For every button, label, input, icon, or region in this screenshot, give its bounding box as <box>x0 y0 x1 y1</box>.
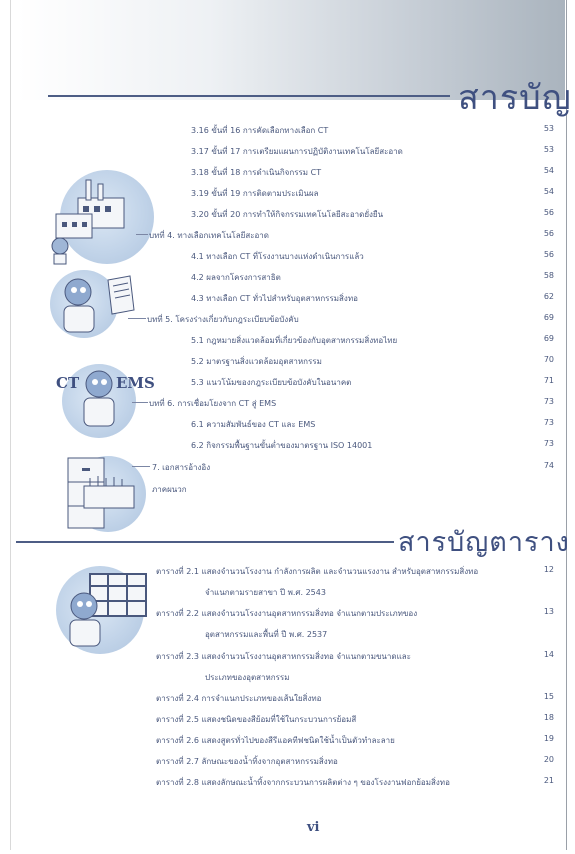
toc-page-5-1: 69 <box>543 334 554 343</box>
toc-page-3-20: 56 <box>543 208 554 217</box>
tables-heading: สารบัญตาราง <box>398 527 570 558</box>
toc-page-3-16: 53 <box>543 124 554 133</box>
toc-entry-3-19: 3.19 ขั้นที่ 19 การติดตามประเมินผล <box>191 189 319 198</box>
toc-entry-4-2: 4.2 ผลจากโครงการสาธิต <box>191 273 281 282</box>
toc-page-4-2: 58 <box>543 271 554 280</box>
table-page-2-6: 19 <box>543 734 554 743</box>
toc-page-3-18: 54 <box>543 166 554 175</box>
table-page-2-8: 21 <box>543 776 554 785</box>
toc-page-5-3: 71 <box>543 376 554 385</box>
ems-label: EMS <box>116 374 155 392</box>
mascot-document-icon <box>50 270 150 340</box>
table-entry-2-2-cont: อุตสาหกรรมและพื้นที่ ปี พ.ศ. 2537 <box>205 630 328 639</box>
table-page-2-5: 18 <box>543 713 554 722</box>
toc-entry-3-17: 3.17 ขั้นที่ 17 การเตรียมแผนการปฏิบัติงานเทคโนโลยีสะอาด <box>191 147 403 156</box>
toc-page-6-2: 73 <box>543 439 554 448</box>
toc-page-3-17: 53 <box>543 145 554 154</box>
toc-page-4-1: 56 <box>543 250 554 259</box>
table-entry-2-5: ตารางที่ 2.5 แสดงชนิดของสีย้อมที่ใช้ในกระบวนการย้อมสี <box>156 715 357 724</box>
chapter-4-tick <box>136 234 148 235</box>
mascot-ct-ems-icon <box>52 360 162 440</box>
table-entry-2-1-cont: จำแนกตามรายสาขา ปี พ.ศ. 2543 <box>205 588 326 597</box>
toc-entry-4-3: 4.3 ทางเลือก CT ทั่วไปสำหรับอุตสาหกรรมสิ่งทอ <box>191 294 358 303</box>
table-entry-2-3-cont: ประเภทของอุตสาหกรรม <box>205 673 290 682</box>
chapter-5-tick <box>128 318 146 319</box>
toc-entry-6-1: 6.1 ความสัมพันธ์ของ CT และ EMS <box>191 420 316 429</box>
toc-entry-6-2: 6.2 กิจกรรมพื้นฐานขั้นต่ำของมาตรฐาน ISO 14001 <box>191 441 373 450</box>
toc-page-chapter-5: 69 <box>543 313 554 322</box>
table-page-2-2: 13 <box>543 607 554 616</box>
factory-icon <box>38 170 158 270</box>
table-entry-2-3: ตารางที่ 2.3 แสดงจำนวนโรงงานอุตสาหกรรมสิ่งทอ จำแนกตามขนาดและ <box>156 652 411 661</box>
toc-page-chapter-4: 56 <box>543 229 554 238</box>
page-number: vi <box>307 820 320 835</box>
toc-page-4-3: 62 <box>543 292 554 301</box>
toc-entry-3-18: 3.18 ขั้นที่ 18 การดำเนินกิจกรรม CT <box>191 168 322 177</box>
toc-entry-5-2: 5.2 มาตรฐานสิ่งแวดล้อมอุตสาหกรรม <box>191 357 322 366</box>
chapter-6-tick <box>132 402 148 403</box>
table-page-2-7: 20 <box>543 755 554 764</box>
table-entry-2-1: ตารางที่ 2.1 แสดงจำนวนโรงงาน กำลังการผลิต และจำนวนแรงงาน สำหรับอุตสาหกรรมสิ่งทอ <box>156 567 479 576</box>
ct-ems-illustration <box>52 360 162 440</box>
table-entry-2-8: ตารางที่ 2.8 แสดงลักษณะน้ำทิ้งจากกระบวนการผลิตต่าง ๆ ของโรงงานฟอกย้อมสิ่งทอ <box>156 778 450 787</box>
ct-label: CT <box>56 374 80 392</box>
table-entry-2-2: ตารางที่ 2.2 แสดงจำนวนโรงงานอุตสาหกรรมสิ่งทอ จำแนกตามประเภทของ <box>156 609 418 618</box>
toc-entry-references: 7. เอกสารอ้างอิง <box>152 463 211 472</box>
toc-entry-5-1: 5.1 กฎหมายสิ่งแวดล้อมที่เกี่ยวข้องกับอุตสาหกรรมสิ่งทอไทย <box>191 336 398 345</box>
tables-heading-rule <box>16 541 394 543</box>
toc-entry-3-20: 3.20 ขั้นที่ 20 การทำให้กิจกรรมเทคโนโลยีสะอาดยั่งยืน <box>191 210 384 219</box>
toc-entry-3-16: 3.16 ขั้นที่ 16 การคัดเลือกทางเลือก CT <box>191 126 329 135</box>
mascot-document-illustration <box>50 270 150 340</box>
factory-illustration <box>38 170 158 270</box>
toc-entry-chapter-6: บทที่ 6. การเชื่อมโยงจาก CT สู่ EMS <box>149 399 277 408</box>
toc-page-chapter-6: 73 <box>543 397 554 406</box>
filing-cabinet-illustration <box>62 448 162 538</box>
table-entry-2-7: ตารางที่ 2.7 ลักษณะของน้ำทิ้งจากอุตสาหกรรมสิ่งทอ <box>156 757 338 766</box>
table-entry-2-6: ตารางที่ 2.6 แสดงสูตรทั่วไปของสีรีแอคทีฟชนิดใช้น้ำเป็นตัวทำละลาย <box>156 736 395 745</box>
table-entry-2-4: ตารางที่ 2.4 การจำแนกประเภทของเส้นใยสิ่งทอ <box>156 694 322 703</box>
toc-entry-5-3: 5.3 แนวโน้มของกฎระเบียบข้อบังคับในอนาคต <box>191 378 352 387</box>
toc-heading-rule <box>48 95 450 97</box>
toc-page-references: 74 <box>543 461 554 470</box>
toc-page-6-1: 73 <box>543 418 554 427</box>
toc-entry-chapter-5: บทที่ 5. โครงร่างเกี่ยวกับกฎระเบียบข้อบังคับ <box>147 315 299 324</box>
toc-heading: สารบัญ <box>458 78 572 118</box>
references-tick <box>132 466 150 467</box>
toc-entry-chapter-4: บทที่ 4. ทางเลือกเทคโนโลยีสะอาด <box>149 231 269 240</box>
toc-page-3-19: 54 <box>543 187 554 196</box>
toc-entry-4-1: 4.1 ทางเลือก CT ที่โรงงานบางแห่งดำเนินการแล้ว <box>191 252 364 261</box>
table-page-2-1: 12 <box>543 565 554 574</box>
table-grid-icon <box>52 556 152 656</box>
toc-entry-appendix: ภาคผนวก <box>152 485 187 494</box>
filing-cabinet-icon <box>62 448 162 538</box>
table-mascot-illustration <box>52 556 152 656</box>
toc-page-5-2: 70 <box>543 355 554 364</box>
table-page-2-3: 14 <box>543 650 554 659</box>
table-page-2-4: 15 <box>543 692 554 701</box>
